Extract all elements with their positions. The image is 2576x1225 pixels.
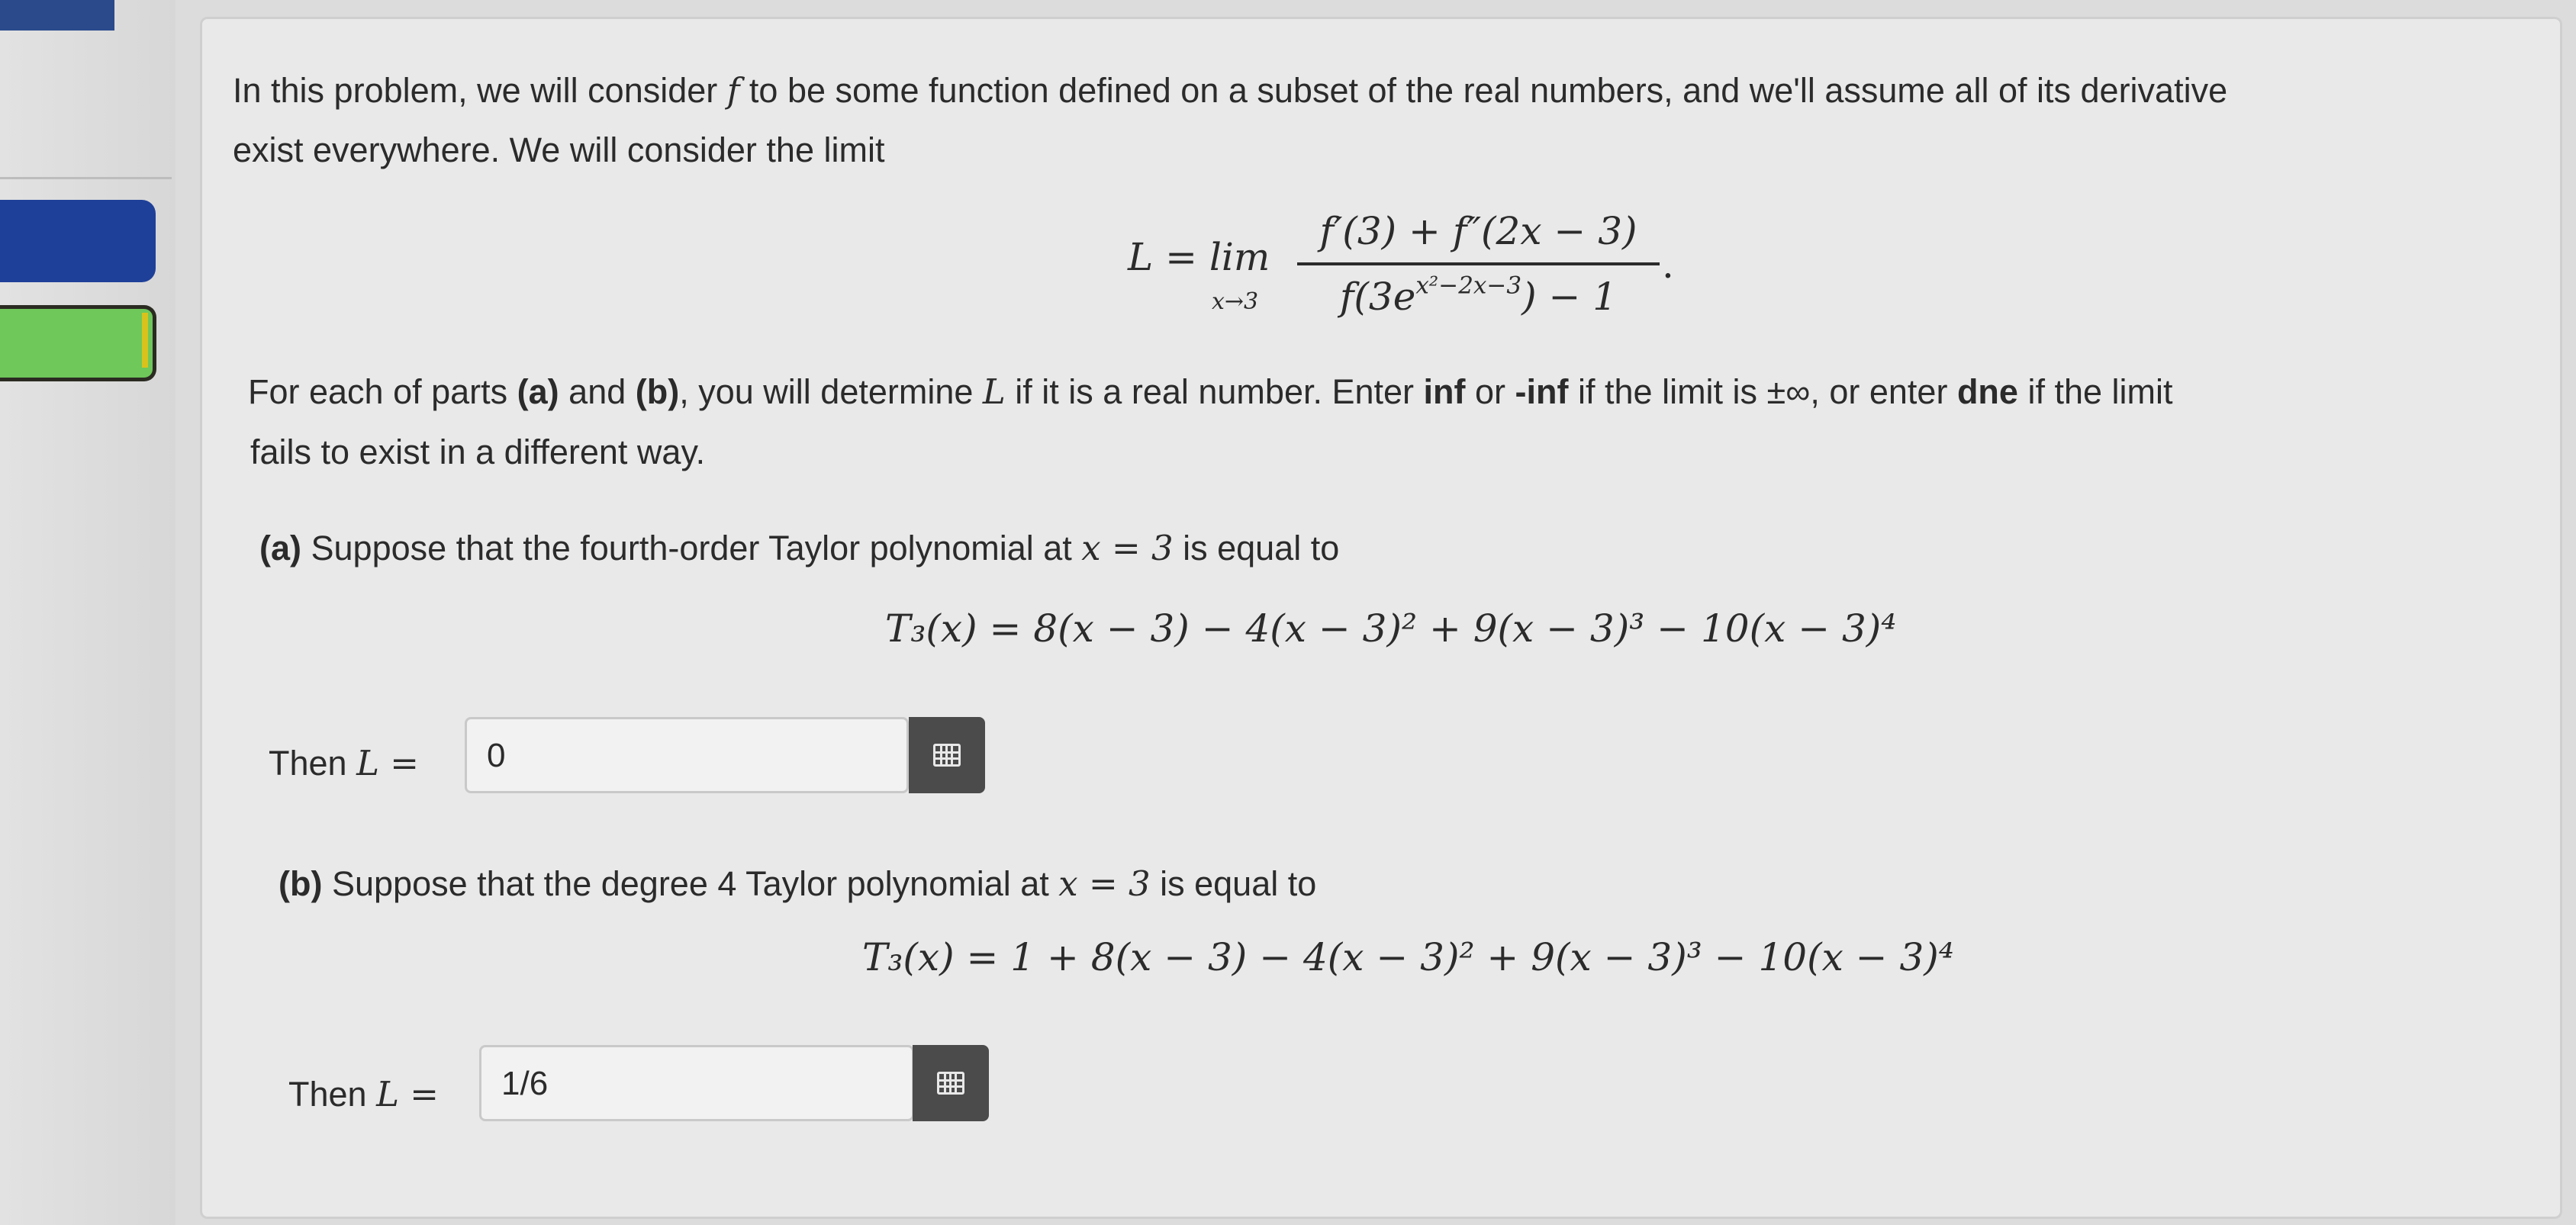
instr-neg-inf: -inf (1515, 372, 1569, 411)
instr-text-b: , you will determine (679, 372, 983, 411)
instr-inf: inf (1423, 372, 1466, 411)
part-a-poly-text: T₃(x) = 8(x − 3) − 4(x − 3)² + 9(x − 3)³ − 10(x − 3)⁴ (885, 606, 1897, 651)
function-symbol: f (726, 70, 740, 111)
instr-dne: dne (1956, 372, 2018, 411)
limit-fraction (1297, 204, 1660, 323)
sidebar-blue-button[interactable] (0, 200, 156, 282)
keypad-icon (937, 1072, 964, 1095)
intro-line-2: exist everywhere. We will consider the limit (233, 130, 885, 169)
part-a-then-L: L = (356, 743, 419, 783)
limit-sub-text: x→3 (1212, 288, 1259, 315)
limit-numerator: f′(3) + f″(2x − 3) (1319, 209, 1637, 253)
denominator-exponent: x²−2x−3 (1415, 272, 1522, 300)
instr-text-e: if the limit (2017, 372, 2173, 411)
part-b-then (288, 1065, 439, 1124)
limit-lhs-text: L = lim (1128, 235, 1270, 279)
part-a-text-end: is equal to (1173, 529, 1340, 567)
instr-part-b: (b) (635, 372, 680, 411)
instr-or: or (1465, 372, 1515, 411)
instructions-line-1 (248, 362, 2173, 422)
part-a-condition: x = 3 (1081, 528, 1174, 568)
sidebar (0, 0, 175, 1225)
limit-period: . (1662, 243, 1674, 287)
sidebar-top-tab[interactable] (0, 0, 114, 31)
part-a-then (269, 734, 419, 793)
instr-text-a: For each of parts (248, 372, 517, 411)
denominator-b: ) − 1 (1521, 275, 1618, 319)
answer-a-field[interactable] (465, 717, 909, 793)
answer-b-value[interactable]: 1/6 (501, 1065, 549, 1102)
instr-and: and (559, 372, 636, 411)
denominator-a: f(3e (1339, 275, 1416, 319)
answer-b-field[interactable] (479, 1045, 914, 1121)
keypad-a-button[interactable] (909, 717, 985, 793)
sidebar-green-button[interactable] (0, 305, 156, 381)
part-b-text-end: is equal to (1150, 864, 1317, 903)
part-a-prompt (259, 519, 1339, 578)
part-b-then-text: Then (288, 1075, 377, 1114)
instructions-line-2: fails to exist in a different way. (250, 432, 706, 471)
fraction-bar (1297, 262, 1660, 265)
limit-lhs (1128, 235, 1270, 279)
limit-subscript (1212, 288, 1258, 315)
part-a-then-text: Then (269, 744, 357, 783)
instr-text-d: if the limit is ±∞, or enter (1568, 372, 1957, 411)
part-b-then-L: L = (376, 1074, 439, 1114)
intro-text-cont: to be some function defined on a subset of the real numbers, and we'll assume all of its derivative (739, 71, 2228, 110)
part-b-label: (b) (279, 864, 323, 903)
part-b-polynomial (862, 935, 1954, 979)
part-b-condition: x = 3 (1058, 863, 1151, 904)
part-a-polynomial (885, 606, 1896, 651)
intro-line-1 (233, 61, 2227, 121)
answer-a-value[interactable]: 0 (487, 737, 506, 774)
sidebar-divider (0, 177, 172, 179)
keypad-b-button[interactable] (913, 1045, 989, 1121)
sidebar-green-stripe (142, 313, 148, 368)
keypad-icon (933, 744, 961, 767)
instr-L: L (982, 371, 1006, 412)
part-a-label: (a) (259, 529, 301, 567)
limit-denominator (1297, 270, 1660, 323)
part-b-prompt (279, 854, 1316, 914)
part-b-text: Suppose that the degree 4 Taylor polynomial at (322, 864, 1059, 903)
part-a-text: Suppose that the fourth-order Taylor polynomial at (301, 529, 1082, 567)
instr-text-c: if it is a real number. Enter (1005, 372, 1424, 411)
instr-part-a: (a) (517, 372, 559, 411)
part-b-poly-text: T₃(x) = 1 + 8(x − 3) − 4(x − 3)² + 9(x − 3)³ − 10(x − 3)⁴ (862, 935, 1954, 979)
intro-text: In this problem, we will consider (233, 71, 727, 110)
